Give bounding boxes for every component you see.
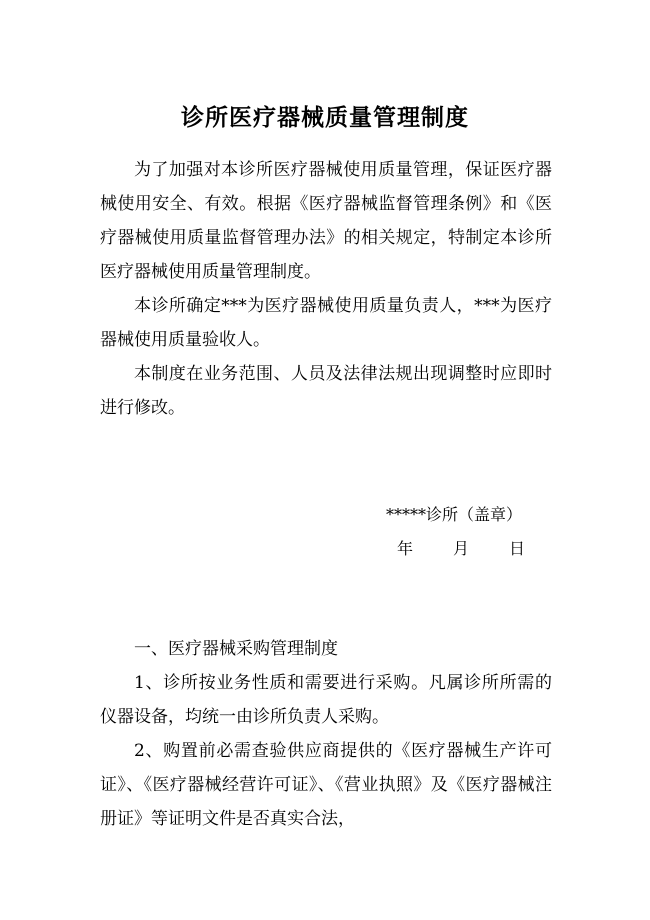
paragraph-purpose: 为了加强对本诊所医疗器械使用质量管理，保证医疗器械使用安全、有效。根据《医疗器械监督管理条例》和《医疗器械使用质量监督管理办法》的相关规定，特制定本诊所医疗器械使用质量管理制度。: [100, 160, 552, 282]
list-item: 2、购置前必需查验供应商提供的《医疗器械生产许可证》、《医疗器械经营许可证》、《营业执照》及《医疗器械注册证》等证明文件是否真实合法，: [100, 741, 552, 829]
paragraph-responsible-persons: 本诊所确定***为医疗器械使用质量负责人，***为医疗器械使用质量验收人。: [100, 296, 552, 350]
list-item: 1、诊所按业务性质和需要进行采购。凡属诊所所需的仪器设备，均统一由诊所负责人采购。: [100, 673, 552, 727]
procurement-section: [100, 632, 552, 836]
date-month: 月: [453, 539, 470, 558]
document-title: 诊所医疗器械质量管理制度: [181, 104, 469, 131]
date-day: 日: [509, 539, 526, 558]
paragraph-revision: 本制度在业务范围、人员及法律法规出现调整时应即时进行修改。: [100, 364, 552, 418]
date-line: [397, 534, 525, 564]
intro-section: [100, 153, 552, 425]
section-heading: 一、医疗器械采购管理制度: [134, 639, 338, 659]
date-year: 年: [397, 539, 414, 558]
clinic-signature: *****诊所（盖章）: [386, 505, 523, 524]
